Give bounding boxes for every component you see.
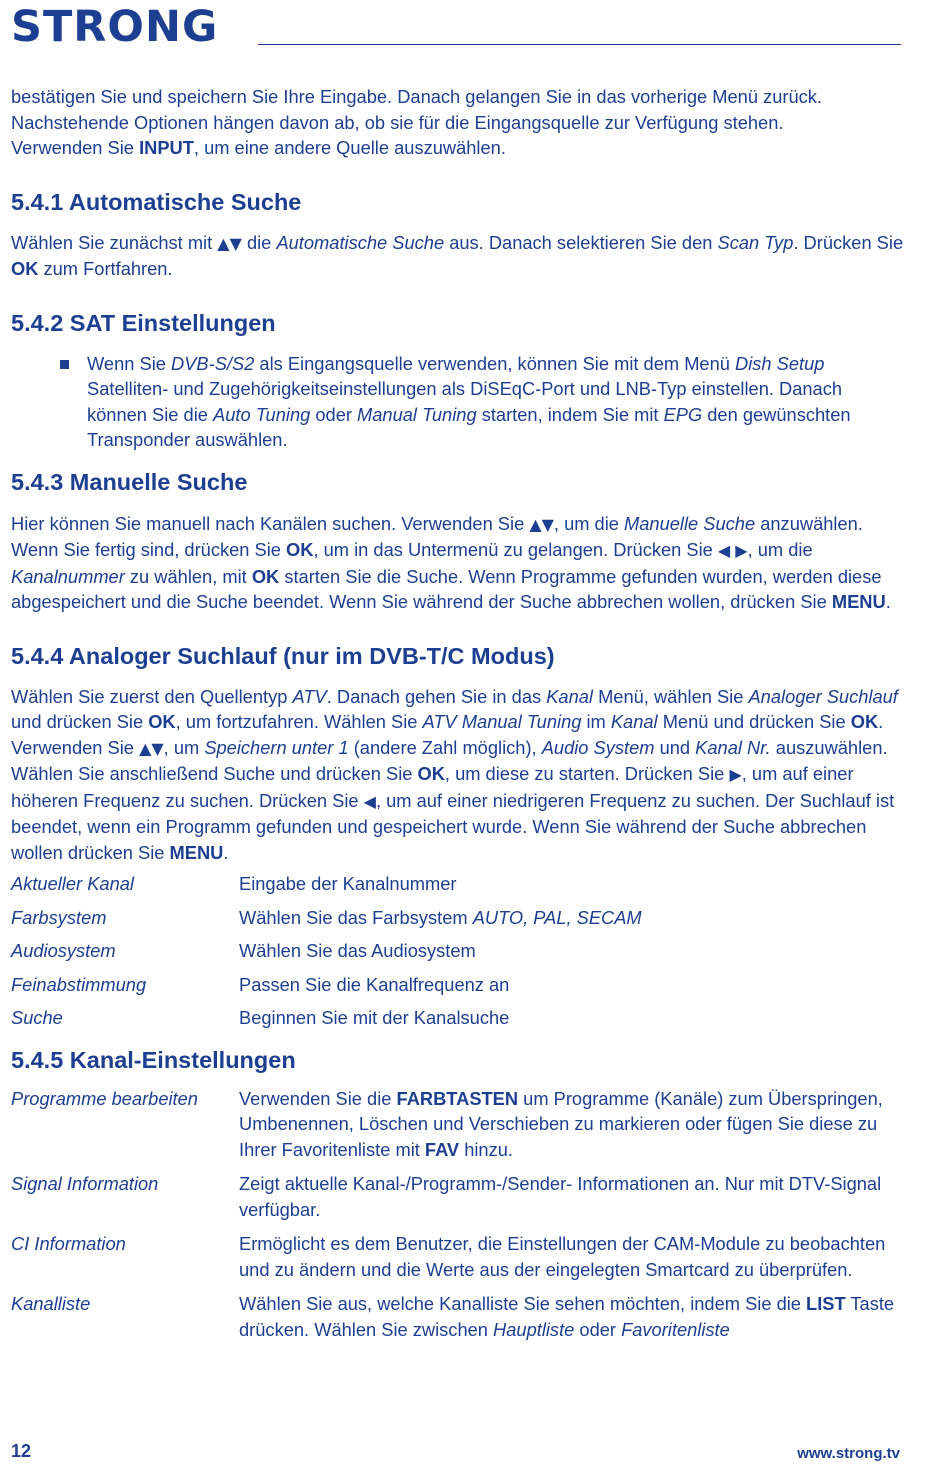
definition-term: Farbsystem [11, 906, 107, 928]
text: den gewünschten Transponder auswählen. [87, 403, 851, 450]
text: anzuwählen. Wenn Sie fertig sind, drücken Sie [11, 512, 863, 560]
text: Menü, wählen Sie [593, 685, 749, 707]
text: oder [574, 1318, 622, 1340]
text: . Drücken Sie [793, 231, 904, 253]
text: starten, indem Sie mit [476, 403, 664, 425]
definition-term: Suche [11, 1007, 63, 1028]
definition-desc [239, 1291, 906, 1342]
intro-line2: Nachstehende Optionen hängen davon ab, ob sie für die Eingangsquelle zur Verfügung stehen. [11, 111, 784, 133]
text: und drücken Sie [11, 711, 149, 732]
menu-term: Manual Tuning [357, 403, 477, 425]
text: als Eingangsquelle verwenden, können Sie mit dem Menü [254, 352, 736, 374]
text: . [885, 591, 891, 612]
definition-term: Signal Information [11, 1173, 159, 1194]
footer-url-link[interactable]: www.strong.tv [797, 1445, 900, 1462]
menu-term: DVB-S/S2 [171, 352, 255, 374]
up-down-arrows-icon: ▲▼ [529, 514, 554, 534]
key-label: FAV [424, 1138, 460, 1160]
definition-term: Audiosystem [11, 940, 116, 961]
paragraph-541 [11, 230, 906, 282]
text: Verwenden Sie die [239, 1087, 397, 1109]
definition-desc [239, 1086, 906, 1163]
text: zum Fortfahren. [38, 258, 173, 279]
heading-545: 5.4.5 Kanal-Einstellungen [11, 1046, 296, 1073]
text: (andere Zahl möglich), [348, 736, 542, 758]
key-label: OK [850, 711, 879, 732]
up-down-arrows-icon: ▲▼ [139, 738, 164, 758]
text: Wählen Sie zuerst den Quellentyp [11, 685, 293, 707]
key-label: OK [251, 565, 280, 587]
definition-desc [239, 905, 906, 931]
text: , um die [747, 539, 813, 560]
definition-row [11, 1086, 906, 1163]
key-label: LIST [806, 1293, 846, 1314]
definition-term: Kanalliste [11, 1293, 91, 1314]
up-down-arrows-icon: ▲▼ [217, 233, 242, 253]
menu-term: Speichern unter 1 [204, 736, 349, 758]
key-label: OK [286, 539, 314, 560]
definition-row [11, 972, 906, 998]
key-label: OK [11, 258, 39, 279]
text: aus. Danach selektieren Sie den [444, 231, 718, 253]
right-arrow-icon: ▶ [729, 765, 742, 784]
text: Wählen Sie das Farbsystem [239, 906, 473, 928]
menu-term: Automatische Suche [276, 231, 445, 253]
menu-term: Scan Typ [717, 231, 794, 253]
definition-list-544 [11, 871, 906, 1031]
header-rule [258, 44, 901, 45]
definition-term: Programme bearbeiten [11, 1087, 198, 1109]
definition-desc: Zeigt aktuelle Kanal-/Programm-/Sender- Informationen an. Nur mit DTV-Signal verfügbar. [239, 1173, 882, 1220]
text: , um diese zu starten. Drücken Sie [444, 763, 730, 784]
intro-paragraph [11, 84, 891, 161]
definition-row [11, 1171, 906, 1222]
menu-term: Dish Setup [735, 352, 825, 374]
definition-desc: Eingabe der Kanalnummer [239, 873, 457, 894]
text: Satelliten- und Zugehörigkeitseinstellungen als DiSEqC-Port und LNB-Typ einstellen. Danach können Sie die [87, 378, 843, 425]
heading-543: 5.4.3 Manuelle Suche [11, 468, 248, 495]
text: . Verwenden Sie [11, 711, 884, 758]
menu-term: Analoger Suchlauf [748, 685, 898, 707]
paragraph-542 [87, 351, 887, 453]
text: , um auf einer niedrigeren Frequenz zu suchen. Der Suchlauf ist beendet, wenn ein Programm gefunden und gespeichert wurde. Wenn Sie während der Suche abbrechen wollen drücken Sie [11, 789, 895, 863]
text: zu wählen, mit [124, 565, 252, 587]
page-number: 12 [11, 1441, 32, 1461]
menu-term: Hauptliste [493, 1318, 575, 1340]
definition-term: CI Information [11, 1233, 126, 1254]
definition-list-545 [11, 1086, 906, 1343]
menu-term: Kanal Nr. [695, 736, 771, 758]
menu-term: Manuelle Suche [624, 512, 756, 534]
left-arrow-icon: ◀ [363, 791, 376, 811]
text: um Programme (Kanäle) zum Überspringen, Umbenennen, Löschen und Verschieben zu markieren oder fügen Sie diese zu Ihrer Favoritenliste mit [239, 1087, 883, 1160]
key-label: MENU [831, 591, 886, 612]
text: . Danach gehen Sie in das [326, 685, 547, 707]
text: oder [310, 403, 358, 425]
definition-desc: Beginnen Sie mit der Kanalsuche [239, 1007, 510, 1028]
definition-term: Feinabstimmung [11, 973, 147, 995]
key-label: MENU [169, 841, 224, 863]
menu-term: Kanal [546, 685, 593, 707]
definition-term: Aktueller Kanal [11, 873, 134, 894]
definition-row [11, 1005, 906, 1031]
text: , um auf einer höheren Frequenz zu suchen. Drücken Sie [11, 763, 854, 811]
menu-term: Auto Tuning [213, 403, 311, 425]
text: Hier können Sie manuell nach Kanälen suchen. Verwenden Sie [11, 512, 530, 534]
text: im [581, 711, 611, 732]
menu-term: ATV [292, 685, 327, 707]
intro-text: Verwenden Sie [11, 137, 140, 158]
definition-row [11, 938, 906, 964]
strong-logo: STRONG [11, 2, 219, 52]
menu-term: Kanal [610, 711, 658, 732]
menu-term: AUTO, PAL, SECAM [472, 906, 642, 928]
text: Taste drücken. Wählen Sie zwischen [239, 1293, 895, 1340]
text: , um die [553, 512, 625, 534]
paragraph-544 [11, 684, 906, 866]
text: , um fortzufahren. Wählen Sie [175, 711, 423, 732]
text: Wählen Sie aus, welche Kanalliste Sie sehen möchten, indem Sie die [239, 1293, 807, 1314]
left-right-arrows-icon: ◀ ▶ [717, 541, 748, 560]
text: hinzu. [459, 1138, 513, 1160]
definition-desc: Ermöglicht es dem Benutzer, die Einstellungen der CAM-Module zu beobachten und zu ändern und die Werte aus der eingelegten Smartcard zu überprüfen. [239, 1233, 886, 1280]
definition-row [11, 1231, 906, 1282]
input-key: INPUT [139, 137, 194, 158]
text: Wählen Sie zunächst mit [11, 231, 218, 253]
definition-row [11, 905, 906, 931]
heading-544: 5.4.4 Analoger Suchlauf (nur im DVB-T/C Modus) [11, 642, 555, 669]
text: starten Sie die Suche. Wenn Programme gefunden wurden, werden diese abgespeichert und die Suche beendet. Wenn Sie während der Suche abbrechen wollen, drücken Sie [11, 565, 882, 612]
text: Menü und drücken Sie [657, 711, 851, 732]
definition-desc: Passen Sie die Kanalfrequenz an [239, 973, 510, 995]
key-label: OK [148, 711, 176, 732]
key-label: FARBTASTEN [396, 1087, 519, 1109]
text: auszuwählen. Wählen Sie anschließend Suche und drücken Sie [11, 736, 888, 784]
menu-term: ATV Manual Tuning [422, 711, 582, 732]
heading-542: 5.4.2 SAT Einstellungen [11, 309, 276, 336]
text: . [223, 841, 229, 863]
definition-row [11, 871, 906, 897]
paragraph-543 [11, 511, 906, 615]
heading-541: 5.4.1 Automatische Suche [11, 188, 302, 215]
text: Wenn Sie [87, 352, 172, 374]
definition-row [11, 1291, 906, 1342]
bullet-item-542 [11, 351, 906, 453]
text: die [241, 231, 277, 253]
menu-term: Favoritenliste [621, 1318, 730, 1340]
text: , um [163, 736, 205, 758]
key-label: OK [417, 763, 445, 784]
bullet-square-icon [60, 360, 69, 369]
intro-text: , um eine andere Quelle auszuwählen. [193, 137, 506, 158]
menu-term: Audio System [541, 736, 655, 758]
text: , um in das Untermenü zu gelangen. Drücken Sie [313, 539, 718, 560]
page-content [11, 84, 906, 1342]
menu-term: EPG [663, 403, 703, 425]
intro-line1: bestätigen Sie und speichern Sie Ihre Eingabe. Danach gelangen Sie in das vorherige Menü zurück. [11, 86, 822, 107]
menu-term: Kanalnummer [11, 565, 125, 587]
text: und [654, 736, 696, 758]
definition-desc: Wählen Sie das Audiosystem [239, 940, 476, 961]
